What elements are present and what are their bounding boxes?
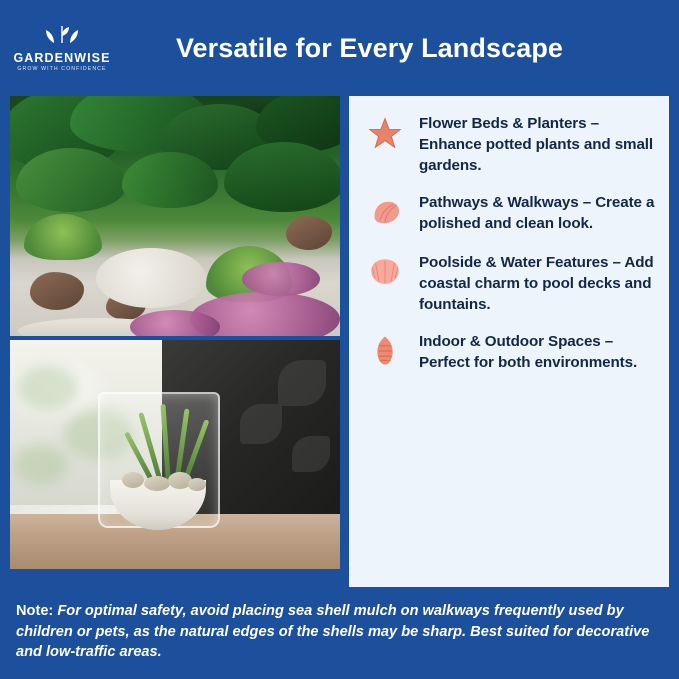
page-title: Versatile for Every Landscape [175,32,564,63]
indoor-planter-photo [10,340,340,569]
scallop-shell-icon [365,193,405,237]
sprout-icon [42,24,82,49]
photo-column [10,96,340,587]
header [0,0,679,96]
conch-shell-icon [365,332,405,376]
note-banner [0,587,679,679]
feature-item [365,193,655,237]
content-area [0,96,679,587]
feature-text: Indoor & Outdoor Spaces – Perfect for both environments. [419,332,638,371]
feature-item [365,114,655,177]
brand-name: GARDENWISE [13,50,111,65]
note-label: Note: [16,602,54,619]
brand-logo [14,24,110,73]
brand-tagline: GROW WITH CONFIDENCE [17,66,107,73]
feature-item [365,332,655,376]
feature-text: Flower Beds & Planters – Enhance potted plants and small gardens. [419,115,654,174]
feature-item [365,253,655,316]
feature-text: Pathways & Walkways – Create a polished and clean look. [419,193,655,232]
garden-bed-photo [10,96,340,336]
feature-text: Poolside & Water Features – Add coastal charm to pool decks and fountains. [419,253,654,313]
starfish-icon [365,114,405,158]
note-body: For optimal safety, avoid placing sea shell mulch on walkways frequently used by children or pets, as the natural edges of the shells may be sharp. Best suited for decorative and low-traffic areas. [16,602,650,661]
fan-shell-icon [365,253,405,297]
feature-list [349,96,669,587]
